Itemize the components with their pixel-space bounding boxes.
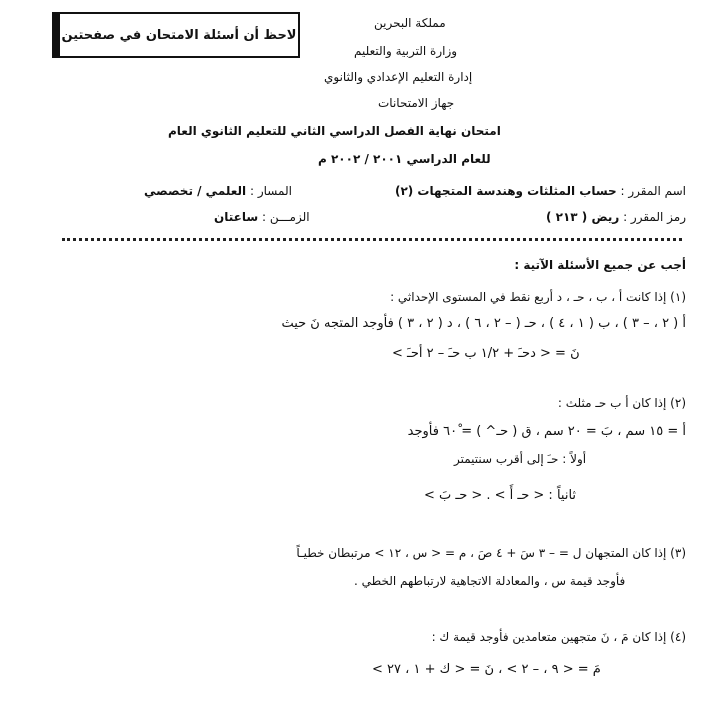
- time-value: ساعتان: [214, 210, 259, 224]
- header-exams-body: جهاز الامتحانات: [378, 96, 455, 110]
- two-pages-notice-box: [52, 12, 300, 58]
- q3-line2: فأوجد قيمة س ، والمعادلة الاتجاهية لارتباطهم الخطي .: [354, 574, 626, 588]
- track-label: المسار :: [250, 184, 292, 198]
- q4-line2: مَ = < ٩ ، – ٢ > ، نَ = < ك + ١ ، ٢٧ >: [372, 662, 601, 677]
- section-divider: [62, 238, 682, 241]
- q4-line1: (٤) إذا كان مَ ، نَ متجهين متعامدين فأوجد قيمة ك :: [431, 630, 686, 644]
- notice-text: لاحظ أن أسئلة الامتحان في صفحتين: [61, 27, 297, 43]
- course-code-value: ريض ( ٢١٣ ): [545, 210, 620, 224]
- q1-line1: (١) إذا كانت أ ، ب ، حـ ، د أربع نقط في المستوى الإحداثي :: [390, 290, 686, 304]
- course-code-label: رمز المقرر :: [623, 210, 686, 224]
- q3-line1: (٣) إذا كان المتجهان ل = – ٣ سَ + ٤ صَ ، م = < س ، ١٢ > مرتبطان خطيـاً: [296, 546, 686, 560]
- academic-year: للعام الدراسي ٢٠٠١ / ٢٠٠٢ م: [318, 152, 491, 166]
- q2-line2: أ = ١٥ سم ، بَ = ٢٠ سم ، ق ( حـ^ ) = ٦٠ْ فأوجد: [407, 424, 686, 439]
- instructions: أجب عن جميع الأسئلة الآتية :: [514, 258, 686, 272]
- time-row: [214, 210, 310, 224]
- q1-line3: نَ = < دحـَ + ١/٢ ب حـَ – ٢ أحـَ >: [392, 346, 580, 361]
- q1-line2: أ ( ٢ ، – ٣ ) ، ب ( ١ ، ٤ ) ، حـ ( – ٢ ، ٦ ) ، د ( ٢ ، ٣ ) فأوجد المتجه نَ حيث: [281, 316, 686, 331]
- course-code-row: [546, 210, 686, 224]
- header-kingdom: مملكة البحرين: [374, 16, 446, 30]
- time-label: الزمـــن :: [261, 210, 310, 224]
- q2-line1: (٢) إذا كان أ ب حـ مثلث :: [557, 396, 686, 410]
- track-value: العلمي / تخصصي: [144, 184, 247, 198]
- q2-line3: أولاً : حـَ إلى أقرب سنتيمتر: [454, 452, 587, 466]
- course-name-value: حساب المثلثات وهندسة المتجهات (٢): [394, 184, 617, 198]
- header-directorate: إدارة التعليم الإعدادي والثانوي: [324, 70, 473, 84]
- q2-line4: ثانياً : < حـ أَ > . < حـ بَ >: [424, 488, 577, 503]
- header-ministry: وزارة التربية والتعليم: [354, 44, 458, 58]
- course-name-label: اسم المقرر :: [620, 184, 686, 198]
- exam-title: امتحان نهاية الفصل الدراسي الثاني للتعليم الثانوي العام: [168, 124, 501, 138]
- track-row: [144, 184, 292, 198]
- course-name-row: [395, 184, 686, 198]
